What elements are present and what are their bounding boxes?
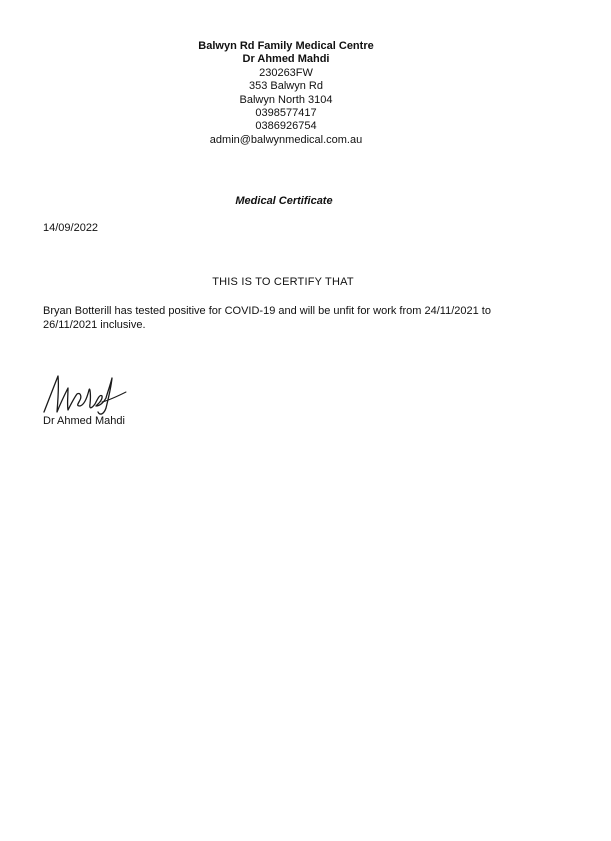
- certificate-title: Medical Certificate: [235, 195, 333, 207]
- handwritten-signature: [40, 372, 130, 418]
- practice-name: Balwyn Rd Family Medical Centre: [198, 40, 374, 52]
- phone-number: 0398577417: [255, 107, 317, 120]
- provider-number: 230263FW: [259, 66, 313, 79]
- body-line-1: Bryan Botterill has tested positive for COVID-19 and will be unfit for work from 24/11/2021 to: [43, 305, 491, 317]
- email-address: admin@balwynmedical.com.au: [209, 133, 363, 146]
- signatory-name: Dr Ahmed Mahdi: [43, 415, 125, 427]
- certify-heading: THIS IS TO CERTIFY THAT: [212, 276, 354, 288]
- fax-number: 0386926754: [255, 120, 317, 133]
- street-address: 353 Balwyn Rd: [249, 80, 323, 93]
- body-line-2: 26/11/2021 inclusive.: [43, 319, 146, 331]
- practice-doctor: Dr Ahmed Mahdi: [242, 53, 330, 66]
- suburb-postcode: Balwyn North 3104: [239, 93, 333, 106]
- certificate-date: 14/09/2022: [43, 222, 99, 234]
- practice-header: [0, 40, 572, 147]
- certificate-body: [43, 304, 563, 332]
